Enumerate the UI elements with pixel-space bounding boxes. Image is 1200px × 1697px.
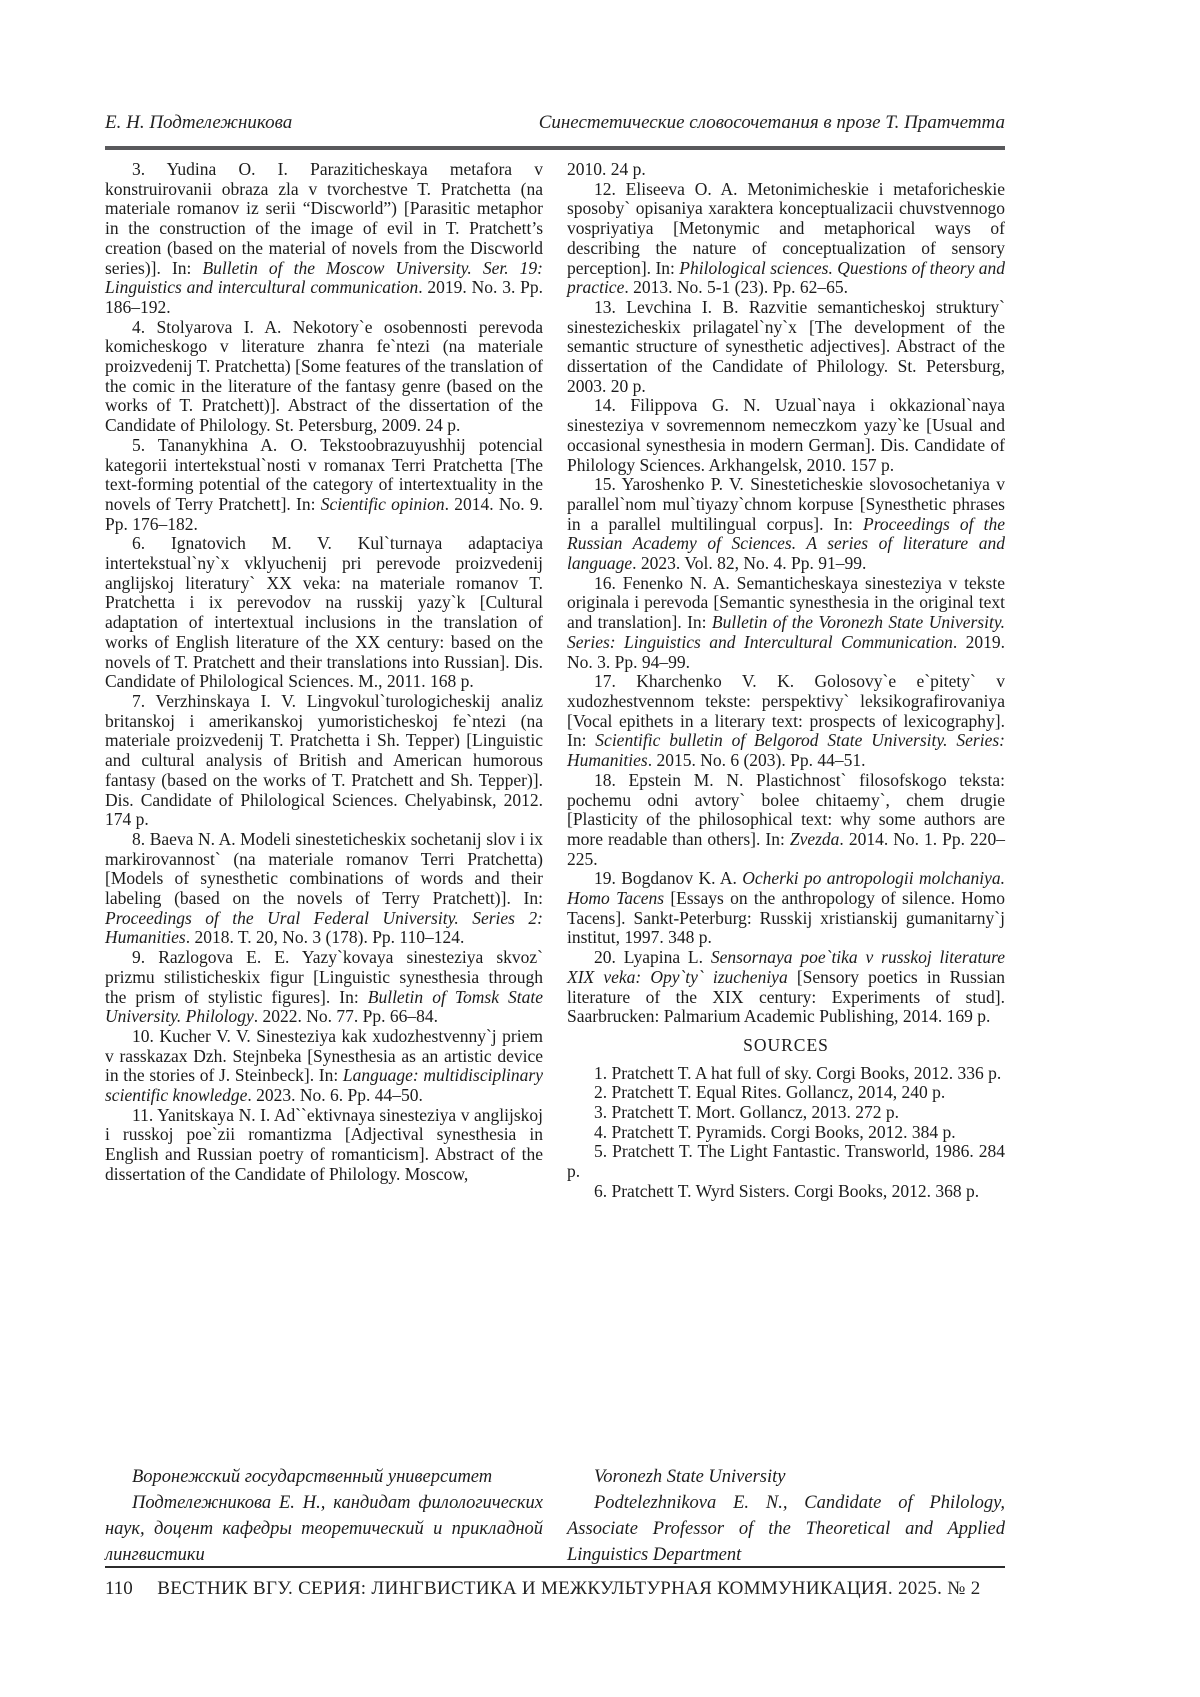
affiliation-en-university: Voronezh State University xyxy=(594,1467,786,1487)
footer-rule xyxy=(105,1566,1005,1568)
page-number: 110 xyxy=(105,1578,133,1599)
reference-item: 11. Yanitskaya N. I. Ad``ektivnaya sinesteziya v anglijskoj i russkoj poe`zii romantizma [Adjectival synesthesia in English and Russian poetry of romanticism]. Abstract of the dissertation of the Candidate of Philology. Moscow, xyxy=(105,1104,543,1184)
affiliation-en xyxy=(567,1464,1005,1568)
affiliation-ru xyxy=(105,1464,543,1568)
reference-item: 10. Kucher V. V. Sinesteziya kak xudozhestvenny`j priem v rasskazax Dzh. Stejnbeka [Synesthesia as an artistic device in the stories of J. Steinbeck]. In: Language: multidisciplinary scientific knowledge. 2023. No. 6. Pp. 44–50. xyxy=(105,1025,543,1106)
reference-item: 15. Yaroshenko P. V. Sinesteticheskie slovosochetaniya v parallel`nom mul`tiyazy`chnom korpuse [Synesthetic phrases in a parallel multilingual corpus]. In: Proceedings of the Russian Academy of Sciences. A series of literature and language. 2023. Vol. 82, No. 4. Pp. 91–99. xyxy=(567,474,1005,574)
reference-item: 6. Ignatovich M. V. Kul`turnaya adaptaciya intertekstual`ny`x vklyuchenij pri perevode proizvedenij anglijskoj literatury` XX veka: na materiale romanov T. Pratchetta i ix perevodov na russkij yazy`k [Cultural adaptation of intertextual inclusions in the translation of works of English literature of the XX century: based on the novels of T. Pratchett and their translations into Russian]. Dis. Candidate of Philological Sciences. M., 2011. 168 p. xyxy=(105,533,543,692)
header-rule xyxy=(105,146,1005,150)
source-item: 5. Pratchett T. The Light Fantastic. Transworld, 1986. 284 p. xyxy=(567,1141,1005,1182)
reference-item: 9. Razlogova E. E. Yazy`kovaya sinesteziya skvoz` prizmu stilisticheskix figur [Linguistic synesthesia through the prism of stylistic figures]. In: Bulletin of Tomsk State University. Philology. 2022. No. 77. Pp. 66–84. xyxy=(105,947,543,1027)
references-left-column xyxy=(105,160,543,1202)
journal-footer-line: ВЕСТНИК ВГУ. СЕРИЯ: ЛИНГВИСТИКА И МЕЖКУЛЬТУРНАЯ КОММУНИКАЦИЯ. 2025. № 2 xyxy=(157,1578,981,1599)
reference-item: 17. Kharchenko V. K. Golosovy`e e`pitety` v xudozhestvennom tekste: perspektivy` leksikografirovaniya [Vocal epithets in a literary text: prospects of lexicography]. In: Scientific bulletin of Belgorod State University. Series: Humanities. 2015. No. 6 (203). Pp. 44–51. xyxy=(567,671,1005,771)
sources-list xyxy=(567,1064,1005,1202)
source-item: 3. Pratchett T. Mort. Gollancz, 2013. 272 p. xyxy=(594,1102,900,1123)
source-item: 6. Pratchett T. Wyrd Sisters. Corgi Books, 2012. 368 p. xyxy=(594,1180,980,1201)
affiliation-ru-author: Подтележникова Е. Н., кандидат филологических наук, доцент кафедры теоретический и прикладной лингвистики xyxy=(105,1493,543,1565)
sources-heading: SOURCES xyxy=(743,1034,829,1055)
source-item: 1. Pratchett T. A hat full of sky. Corgi Books, 2012. 336 p. xyxy=(594,1062,1002,1083)
reference-item: 7. Verzhinskaya I. V. Lingvokul`turologicheskij analiz britanskoj i amerikanskoj yumoristicheskoj fe`ntezi (na materiale proizvedenij T. Pratchetta i Sh. Tepper) [Linguistic and cultural analysis of British and American humorous fantasy (based on the works of T. Pratchett and Sh. Tepper)]. Dis. Candidate of Philological Sciences. Chelyabinsk, 2012. 174 p. xyxy=(105,690,543,830)
source-item: 2. Pratchett T. Equal Rites. Gollancz, 2014, 240 p. xyxy=(594,1082,946,1103)
running-head-article-title: Синестетические словосочетания в прозе Т. Пратчетта xyxy=(538,112,1005,133)
footer xyxy=(105,1578,1005,1600)
reference-item: 16. Fenenko N. A. Semanticheskaya sinesteziya v tekste originala i perevoda [Semantic synesthesia in the original text and translation]. In: Bulletin of the Voronezh State University. Series: Linguistics and Intercultural Communication. 2019. No. 3. Pp. 94–99. xyxy=(567,572,1006,672)
reference-item: 13. Levchina I. B. Razvitie semanticheskoj struktury` sinestezicheskix prilagatel`ny`x [The development of the semantic structure of synesthetic adjectives]. Abstract of the dissertation of the Candidate of Philology. St. Petersburg, 2003. 20 p. xyxy=(567,296,1005,396)
running-head xyxy=(105,112,1005,134)
reference-item: 4. Stolyarova I. A. Nekotory`e osobennosti perevoda komicheskogo v literature zhanra fe`ntezi (na materiale proizvedenij T. Pratchetta) [Some features of the translation of the comic in the literature of the fantasy genre (based on the works of T. Pratchett)]. Abstract of the dissertation of the Candidate of Philology. St. Petersburg, 2009. 24 p. xyxy=(105,316,543,436)
running-head-author: Е. Н. Подтележникова xyxy=(105,112,293,133)
reference-item: 20. Lyapina L. Sensornaya poe`tika v russkoj literature XIX veka: Opy`ty` izucheniya [Sensory poetics in Russian literature of the XIX century: Experiments of stud]. Saarbrucken: Palmarium Academic Publishing, 2014. 169 p. xyxy=(567,947,1005,1027)
references-right-list xyxy=(567,180,1005,1027)
reference-item: 3. Yudina O. I. Paraziticheskaya metafora v konstruirovanii obraza zla v tvorchestve T. Pratchetta (na materiale romanov iz serii “Discworld”) [Parasitic metaphor in the construction of the image of evil in T. Pratchett’s creation (based on the material of novels from the Discworld series)]. In: Bulletin of the Moscow University. Ser. 19: Linguistics and intercultural communication. 2019. No. 3. Pp. 186–192. xyxy=(105,159,543,317)
affiliation-en-author: Podtelezhnikova E. N., Candidate of Philology, Associate Professor of the Theoretical and Applied Linguistics Department xyxy=(567,1493,1005,1565)
reference-item: 8. Baeva N. A. Modeli sinesteticheskix sochetanij slov i ix markirovannost` (na materiale romanov Terri Pratchetta) [Models of synesthetic combinations of words and their labeling (based on the novels of Terry Pratchett)]. In: Proceedings of the Ural Federal University. Series 2: Humanities. 2018. T. 20, No. 3 (178). Pp. 110–124. xyxy=(105,828,543,948)
reference-item: 19. Bogdanov K. A. Ocherki po antropologii molchaniya. Homo Tacens [Essays on the anthropology of silence. Homo Tacens]. Sankt-Peterburg: Russkij xristianskij gumanitarny`j institut, 1997. 348 p. xyxy=(567,868,1006,948)
reference-item: 5. Tananykhina A. O. Tekstoobrazuyushhij potencial kategorii intertekstual`nosti v romanax Terri Pratchetta [The text-forming potential of the category of intertextuality in the novels of Terry Pratchett]. In: Scientific opinion. 2014. No. 9. Pp. 176–182. xyxy=(105,434,544,534)
reference-item: 18. Epstein M. N. Plastichnost` filosofskogo teksta: pochemu odni avtory` bolee chitaemy`, chem drugie [Plasticity of the philosophical text: why some authors are more readable than others]. In: Zvezda. 2014. No. 1. Pp. 220–225. xyxy=(567,769,1005,869)
references-right-column xyxy=(567,160,1005,1202)
reference-continuation: 2010. 24 p. xyxy=(567,159,646,179)
reference-columns xyxy=(105,160,1005,1202)
affiliation-ru-university: Воронежский государственный университет xyxy=(132,1467,493,1487)
reference-item: 12. Eliseeva O. A. Metonimicheskie i metaforicheskie sposoby` opisaniya xaraktera konceptualizacii chuvstvennogo vospriyatiya [Metonymic and metaphorical ways of describing the nature of conceptualization of sensory perception]. In: Philological sciences. Questions of theory and practice. 2013. No. 5-1 (23). Pp. 62–65. xyxy=(567,178,1005,298)
source-item: 4. Pratchett T. Pyramids. Corgi Books, 2012. 384 p. xyxy=(594,1121,956,1142)
reference-item: 14. Filippova G. N. Uzual`naya i okkazional`naya sinesteziya v sovremennom nemeczkom yazy`ke [Usual and occasional synesthesia in modern German]. Dis. Candidate of Philology Sciences. Arkhangelsk, 2010. 157 p. xyxy=(567,395,1005,475)
